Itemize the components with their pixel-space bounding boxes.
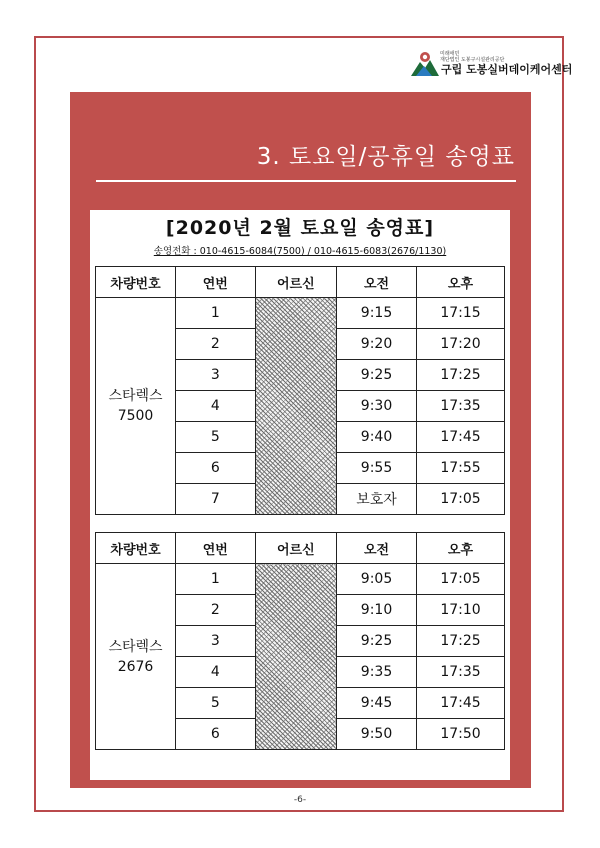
row-number: 4 (176, 657, 256, 688)
row-number: 2 (176, 595, 256, 626)
pm-time: 17:55 (416, 453, 504, 484)
pm-time: 17:50 (416, 719, 504, 750)
col-afternoon: 오후 (416, 267, 504, 298)
vehicle-cell (96, 564, 176, 750)
org-line1: 미래애민 (440, 51, 460, 57)
am-time: 9:05 (337, 564, 417, 595)
col-number: 연번 (176, 533, 256, 564)
schedule-table-2676 (95, 532, 505, 750)
table-row (96, 298, 505, 329)
am-time: 9:15 (337, 298, 417, 329)
row-number: 5 (176, 422, 256, 453)
title-divider (96, 180, 516, 182)
row-number: 1 (176, 564, 256, 595)
vehicle-plate: 2676 (117, 658, 154, 675)
col-morning: 오전 (337, 267, 417, 298)
col-senior: 어르신 (255, 533, 336, 564)
pm-time: 17:10 (416, 595, 504, 626)
pm-time: 17:25 (416, 360, 504, 391)
center-logo (410, 48, 573, 82)
row-number: 7 (176, 484, 256, 515)
vehicle-cell (96, 298, 176, 515)
am-time: 9:45 (337, 688, 417, 719)
schedule-table-7500 (95, 266, 505, 515)
section-title: 3. 토요일/공휴일 송영표 (256, 144, 515, 170)
row-number: 3 (176, 626, 256, 657)
mountain-logo-icon (410, 48, 440, 78)
am-time: 9:55 (337, 453, 417, 484)
shuttle-phone: 송영전화 : 010-4615-6084(7500) / 010-4615-6083(2676/1130) (153, 246, 447, 257)
table-header-row (96, 267, 505, 298)
pm-time: 17:20 (416, 329, 504, 360)
table-header-row (96, 533, 505, 564)
am-time: 보호자 (337, 484, 417, 515)
pm-time: 17:35 (416, 391, 504, 422)
schedule-panel (70, 92, 531, 788)
table-row (96, 564, 505, 595)
am-time: 9:20 (337, 329, 417, 360)
senior-names-redacted (255, 564, 336, 750)
pm-time: 17:35 (416, 657, 504, 688)
am-time: 9:10 (337, 595, 417, 626)
card-title: [2020년 2월 토요일 송영표] (165, 217, 435, 239)
pm-time: 17:05 (416, 564, 504, 595)
vehicle-model: 스타렉스 (108, 388, 163, 404)
col-senior: 어르신 (255, 267, 336, 298)
pm-time: 17:45 (416, 688, 504, 719)
pm-time: 17:45 (416, 422, 504, 453)
pm-time: 17:25 (416, 626, 504, 657)
am-time: 9:40 (337, 422, 417, 453)
page-number: -6- (293, 795, 307, 805)
am-time: 9:30 (337, 391, 417, 422)
row-number: 4 (176, 391, 256, 422)
row-number: 1 (176, 298, 256, 329)
row-number: 3 (176, 360, 256, 391)
org-line2: 재단법인 도봉구시설관리공단 (440, 57, 505, 63)
row-number: 6 (176, 453, 256, 484)
row-number: 2 (176, 329, 256, 360)
pm-time: 17:05 (416, 484, 504, 515)
am-time: 9:25 (337, 360, 417, 391)
col-vehicle: 차량번호 (96, 267, 176, 298)
am-time: 9:25 (337, 626, 417, 657)
vehicle-model: 스타렉스 (108, 638, 163, 655)
col-vehicle: 차량번호 (96, 533, 176, 564)
col-morning: 오전 (337, 533, 417, 564)
row-number: 5 (176, 688, 256, 719)
senior-names-redacted (255, 298, 336, 515)
row-number: 6 (176, 719, 256, 750)
col-afternoon: 오후 (416, 533, 504, 564)
center-name: 구립 도봉실버데이케어센터 (441, 63, 573, 76)
col-number: 연번 (176, 267, 256, 298)
am-time: 9:50 (337, 719, 417, 750)
schedule-card (90, 210, 510, 780)
pm-time: 17:15 (416, 298, 504, 329)
vehicle-plate: 7500 (117, 408, 154, 424)
am-time: 9:35 (337, 657, 417, 688)
